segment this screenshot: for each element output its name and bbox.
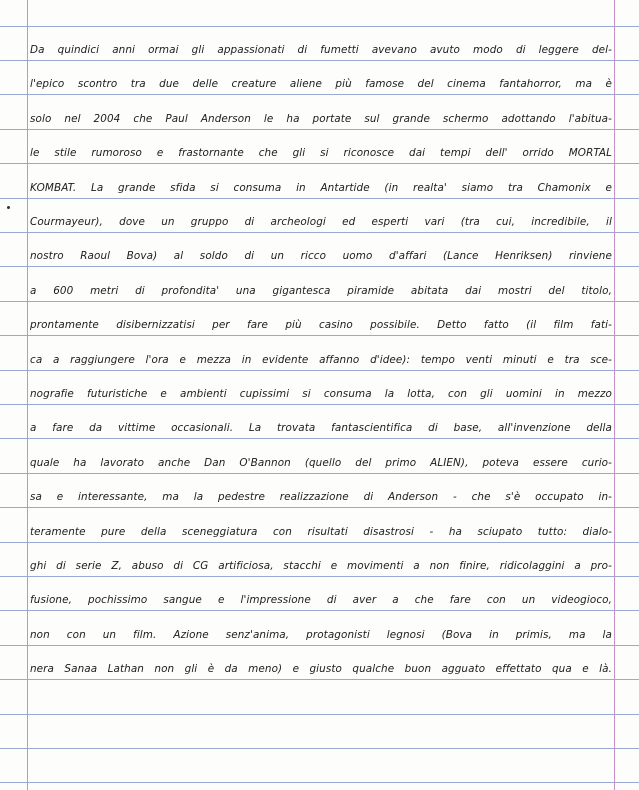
ruled-line — [0, 782, 639, 783]
text-line: a fare da vittime occasionali. La trovata fantascientifica di base, all'invenzione della — [30, 422, 612, 434]
ruled-line — [0, 748, 639, 749]
text-line: a 600 metri di profondita' una gigantesca piramide abitata dai mostri del titolo, — [30, 285, 612, 297]
text-line: teramente pure della sceneggiatura con risultati disastrosi - ha sciupato tutto: dialo- — [30, 526, 612, 538]
left-margin-line — [27, 0, 28, 790]
text-line: le stile rumoroso e frastornante che gli si riconosce dai tempi dell' orrido MORTAL — [30, 147, 612, 159]
right-margin-line — [614, 0, 615, 790]
text-line: nostro Raoul Bova) al soldo di un ricco uomo d'affari (Lance Henriksen) rinviene — [30, 250, 612, 262]
text-line: nera Sanaa Lathan non gli è da meno) e giusto qualche buon agguato effettato qua e là. — [30, 663, 612, 675]
text-line: Courmayeur), dove un gruppo di archeologi ed esperti vari (tra cui, incredibile, il — [30, 216, 612, 228]
ruled-line — [0, 714, 639, 715]
text-line: quale ha lavorato anche Dan O'Bannon (quello del primo ALIEN), poteva essere curio- — [30, 457, 612, 469]
ruled-line — [0, 26, 639, 27]
text-line: fusione, pochissimo sangue e l'impressione di aver a che fare con un videogioco, — [30, 594, 612, 606]
text-line: KOMBAT. La grande sfida si consuma in Antartide (in realta' siamo tra Chamonix e — [30, 182, 612, 194]
text-line: ca a raggiungere l'ora e mezza in evidente affanno d'idee): tempo venti minuti e tra sce- — [30, 354, 612, 366]
ink-dot — [7, 206, 10, 209]
text-line: Da quindici anni ormai gli appassionati di fumetti avevano avuto modo di leggere del- — [30, 44, 612, 56]
text-line: non con un film. Azione senz'anima, protagonisti legnosi (Bova in primis, ma la — [30, 629, 612, 641]
text-line: solo nel 2004 che Paul Anderson le ha portate sul grande schermo adottando l'abitua- — [30, 113, 612, 125]
text-line: sa e interessante, ma la pedestre realizzazione di Anderson - che s'è occupato in- — [30, 491, 612, 503]
text-line: prontamente disibernizzatisi per fare più casino possibile. Detto fatto (il film fati- — [30, 319, 612, 331]
text-line: l'epico scontro tra due delle creature aliene più famose del cinema fantahorror, ma è — [30, 78, 612, 90]
text-line: nografie futuristiche e ambienti cupissimi si consuma la lotta, con gli uomini in mezzo — [30, 388, 612, 400]
text-line: ghi di serie Z, abuso di CG artificiosa, stacchi e movimenti a non finire, ridicolaggini a pro- — [30, 560, 612, 572]
